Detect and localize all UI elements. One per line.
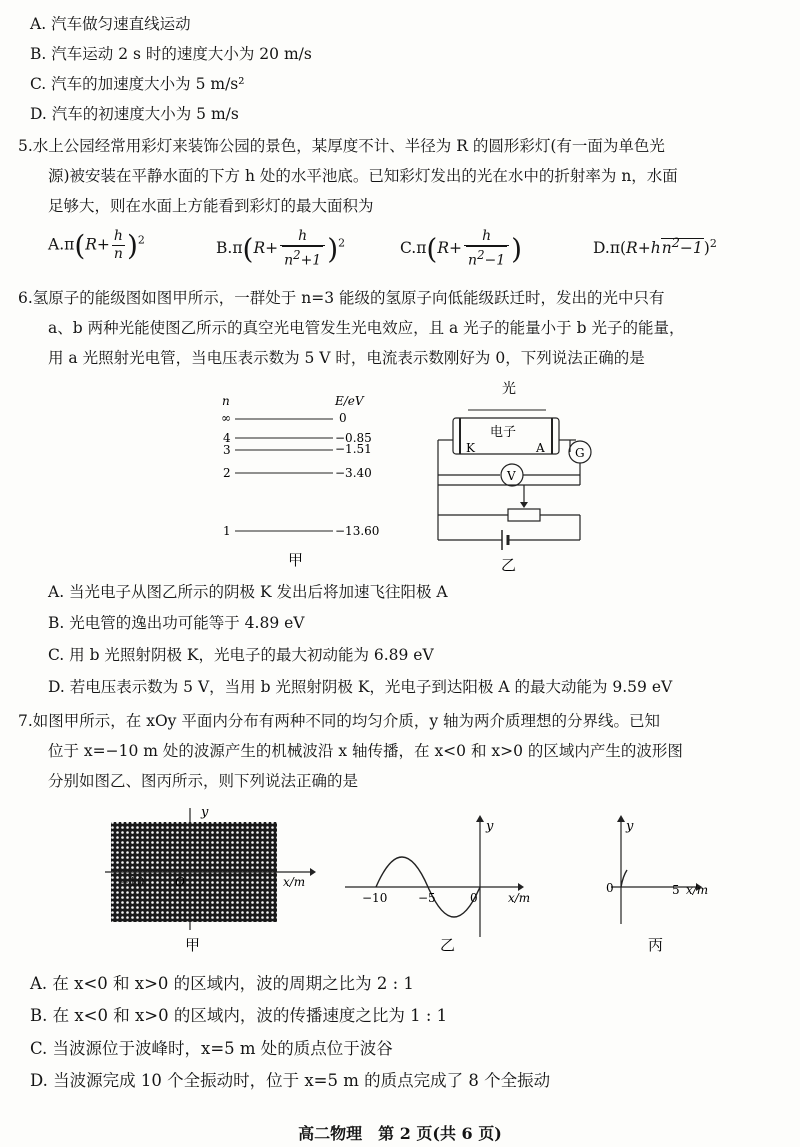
page-footer: 高二物理 第 2 页(共 6 页): [298, 1124, 502, 1143]
q7-line-3: 分别如图乙、图丙所示，则下列说法正确的是: [48, 772, 359, 790]
q5-option-c: C.π(R+ $\frac{h}{n^2-1}$ ): [400, 228, 523, 269]
photoelectric-circuit: [428, 380, 608, 580]
top-option-c: C. 汽车的加速度大小为 5 m/s²: [30, 75, 245, 93]
q5-line-2: 源)被安装在平静水面的下方 h 处的水平池底。已知彩灯发出的光在水中的折射率为 n，水面: [48, 167, 678, 185]
tick-yi-neg10: −10: [362, 891, 388, 905]
level-n-3: 3: [223, 443, 231, 457]
caption-yi-wave: 乙: [440, 936, 456, 954]
tick-jia-neg10: −10: [119, 875, 145, 889]
q5-number: 5.: [18, 137, 33, 155]
q5-line-1: 5.水上公园经常用彩灯来装饰公园的景色，某厚度不计、半径为 R 的圆形彩灯(有一面为单色光: [18, 137, 665, 155]
electron-label: 电子: [490, 425, 517, 440]
q5-option-d: $D.\pi(R+hn^2-1)^2$: [593, 236, 717, 258]
light-label: 光: [502, 381, 516, 397]
rheostat-icon: [508, 509, 540, 521]
q6-option-b: B. 光电管的逸出功可能等于 4.89 eV: [48, 614, 305, 632]
level-e-inf: 0: [339, 411, 347, 425]
energy-e-header: E/eV: [335, 394, 364, 408]
cathode-label: K: [466, 441, 475, 455]
y-label-jia: y: [201, 805, 209, 820]
level-e-4: −0.85: [335, 431, 372, 445]
q5-option-a: A.π(R+ $\frac{h}{n}$ )$^2$: [48, 228, 145, 262]
q7-line-2: 位于 x=−10 m 处的波源产生的机械波沿 x 轴传播，在 x<0 和 x>0 的区域内产生的波形图: [48, 742, 683, 760]
q7-number: 7.: [18, 712, 33, 730]
q7-option-d: D. 当波源完成 10 个全振动时，位于 x=5 m 的质点完成了 8 个全振动: [30, 1071, 551, 1090]
y-label-yi: y: [486, 819, 494, 834]
q5-option-b: B.π(R+ $\frac{h}{n^2+1}$ )$^2$: [216, 228, 346, 269]
caption-jia-energy: 甲: [288, 551, 304, 569]
wave-figure-yi: [340, 812, 540, 960]
top-option-d: D. 汽车的初速度大小为 5 m/s: [30, 105, 239, 123]
level-n-inf: ∞: [221, 411, 231, 425]
q6-option-a: A. 当光电子从图乙所示的阴极 K 发出后将加速飞往阳极 A: [48, 583, 448, 601]
caption-yi-circuit: 乙: [501, 556, 517, 574]
anode-label: A: [536, 441, 545, 455]
q6-number: 6.: [18, 289, 33, 307]
wave-curve-bing: [621, 870, 627, 887]
x-label-bing: x/m: [686, 883, 709, 897]
galvanometer-label: G: [575, 446, 585, 460]
y-label-bing: y: [626, 819, 634, 834]
energy-n-header: n: [222, 394, 230, 408]
q6-option-d: D. 若电压表示数为 5 V，当用 b 光照射阴极 K，光电子到达阳极 A 的最大动能为 9.59 eV: [48, 678, 673, 696]
q7-option-b: B. 在 x<0 和 x>0 的区域内，波的传播速度之比为 1 : 1: [30, 1006, 448, 1025]
medium-figure: [105, 800, 320, 960]
caption-bing-wave: 丙: [648, 936, 664, 954]
level-e-3: −1.51: [335, 442, 372, 456]
tick-yi-0: 0: [470, 891, 478, 905]
level-n-1: 1: [223, 524, 231, 538]
q6-line-3: 用 a 光照射光电管，当电压表示数为 5 V 时，电流表示数刚好为 0，下列说法正确的是: [48, 349, 645, 367]
q7-line-1: 7.如图甲所示，在 xOy 平面内分布有两种不同的均匀介质，y 轴为两介质理想的分界线。已知: [18, 712, 661, 730]
voltmeter-label: V: [507, 469, 516, 483]
q6-option-c: C. 用 b 光照射阴极 K，光电子的最大初动能为 6.89 eV: [48, 646, 434, 664]
q6-line-1: 6.氢原子的能级图如图甲所示，一群处于 n=3 能级的氢原子向低能级跃迁时，发出的光中只有: [18, 289, 665, 307]
level-e-1: −13.60: [335, 524, 380, 538]
level-n-2: 2: [223, 466, 231, 480]
q7-option-a: A. 在 x<0 和 x>0 的区域内，波的周期之比为 2 : 1: [30, 974, 414, 993]
level-n-4: 4: [223, 431, 231, 445]
top-option-a: A. 汽车做匀速直线运动: [30, 15, 191, 33]
tick-bing-0: 0: [606, 881, 614, 895]
level-e-2: −3.40: [335, 466, 372, 480]
q7-option-c: C. 当波源位于波峰时，x=5 m 处的质点位于波谷: [30, 1039, 393, 1058]
top-option-b: B. 汽车运动 2 s 时的速度大小为 20 m/s: [30, 45, 312, 63]
q5-line-3: 足够大，则在水面上方能看到彩灯的最大面积为: [48, 197, 374, 215]
x-label-jia: x/m: [283, 875, 306, 889]
wave-figure-bing: [596, 812, 726, 960]
x-label-yi: x/m: [508, 891, 531, 905]
q5-options: [48, 228, 793, 276]
tick-bing-5: 5: [672, 883, 680, 897]
caption-jia-medium: 甲: [185, 936, 201, 954]
tick-yi-neg5: −5: [418, 891, 436, 905]
q6-line-2: a、b 两种光能使图乙所示的真空光电管发生光电效应，且 a 光子的能量小于 b 光子的能量，: [48, 319, 685, 337]
energy-level-diagram: [215, 390, 390, 580]
origin-jia: O: [175, 875, 185, 889]
